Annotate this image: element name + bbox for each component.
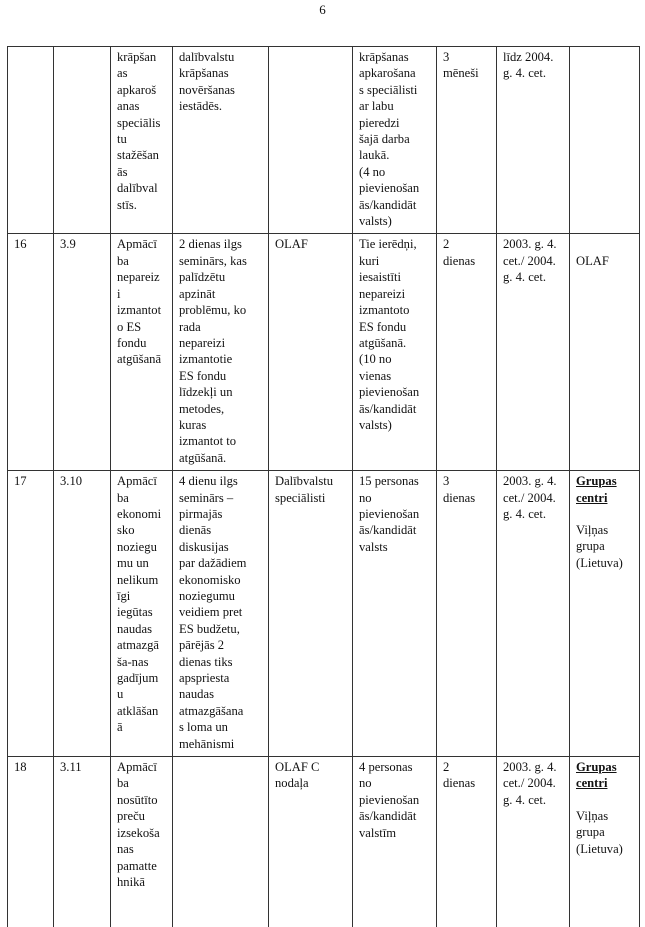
row-number-cell: 17: [8, 471, 54, 757]
code-cell: 3.10: [54, 471, 111, 757]
location-text: Viļņas grupa (Lietuva): [576, 522, 623, 570]
description-cell: [173, 757, 269, 927]
period-cell: līdz 2004. g. 4. cet.: [497, 47, 570, 234]
organizer-cell: OLAF C nodaļa: [269, 757, 353, 927]
table-row: [8, 471, 640, 757]
title-cell: krāpšan as apkaroš anas speciālis tu stažēšan ās dalībval stīs.: [111, 47, 173, 234]
table-row: [8, 234, 640, 471]
row-number-cell: 18: [8, 757, 54, 927]
title-cell: Apmācī ba nosūtīto preču izsekoša nas pamatte hnikā: [111, 757, 173, 927]
location-cell: [570, 757, 640, 927]
spacer: [576, 792, 635, 808]
location-text: OLAF: [576, 253, 609, 268]
code-cell: 3.9: [54, 234, 111, 471]
table-row: [8, 757, 640, 927]
organizer-cell: [269, 47, 353, 234]
duration-cell: 2 dienas: [437, 234, 497, 471]
location-cell: [570, 47, 640, 234]
location-text: Viļņas grupa (Lietuva): [576, 808, 623, 856]
location-cell: [570, 234, 640, 471]
location-heading: Grupas centri: [576, 474, 617, 505]
organizer-cell: OLAF: [269, 234, 353, 471]
page-number: 6: [319, 2, 326, 17]
participants-cell: krāpšanas apkarošana s speciālisti ar labu pieredzi šajā darba laukā. (4 no pievienošan ās/kandidāt valsts): [353, 47, 437, 234]
training-table: [7, 46, 640, 927]
title-cell: Apmācī ba nepareiz i izmantot o ES fondu atgūšanā: [111, 234, 173, 471]
code-cell: [54, 47, 111, 234]
period-cell: 2003. g. 4. cet./ 2004. g. 4. cet.: [497, 757, 570, 927]
duration-cell: 3 dienas: [437, 471, 497, 757]
location-cell: [570, 471, 640, 757]
description-cell: 2 dienas ilgs seminārs, kas palīdzētu apzināt problēmu, ko rada nepareizi izmantotie ES fondu līdzekļi un metodes, kuras izmantot to atgūšanā.: [173, 234, 269, 471]
code-cell: 3.11: [54, 757, 111, 927]
participants-cell: 4 personas no pievienošan ās/kandidāt valstīm: [353, 757, 437, 927]
title-cell: Apmācī ba ekonomi sko noziegu mu un nelikum īgi iegūtas naudas atmazgā ša-nas gadījum u atklāšan ā: [111, 471, 173, 757]
table-row: [8, 47, 640, 234]
row-number-cell: [8, 47, 54, 234]
period-cell: 2003. g. 4. cet./ 2004. g. 4. cet.: [497, 471, 570, 757]
location-heading: Grupas centri: [576, 760, 617, 791]
period-cell: 2003. g. 4. cet./ 2004. g. 4. cet.: [497, 234, 570, 471]
duration-cell: 3 mēneši: [437, 47, 497, 234]
spacer: [576, 506, 635, 522]
organizer-cell: Dalībvalstu speciālisti: [269, 471, 353, 757]
participants-cell: 15 personas no pievienošan ās/kandidāt valsts: [353, 471, 437, 757]
row-number-cell: 16: [8, 234, 54, 471]
description-cell: dalībvalstu krāpšanas novēršanas iestādēs.: [173, 47, 269, 234]
duration-cell: 2 dienas: [437, 757, 497, 927]
description-cell: 4 dienu ilgs seminārs – pirmajās dienās diskusijas par dažādiem ekonomisko noziegumu veidiem pret ES budžetu, pārējās 2 dienas tiks apspriesta naudas atmazgāšana s loma un mehānismi: [173, 471, 269, 757]
participants-cell: Tie ierēdņi, kuri iesaistīti nepareizi izmantoto ES fondu atgūšanā. (10 no vienas pievienošan ās/kandidāt valsts): [353, 234, 437, 471]
